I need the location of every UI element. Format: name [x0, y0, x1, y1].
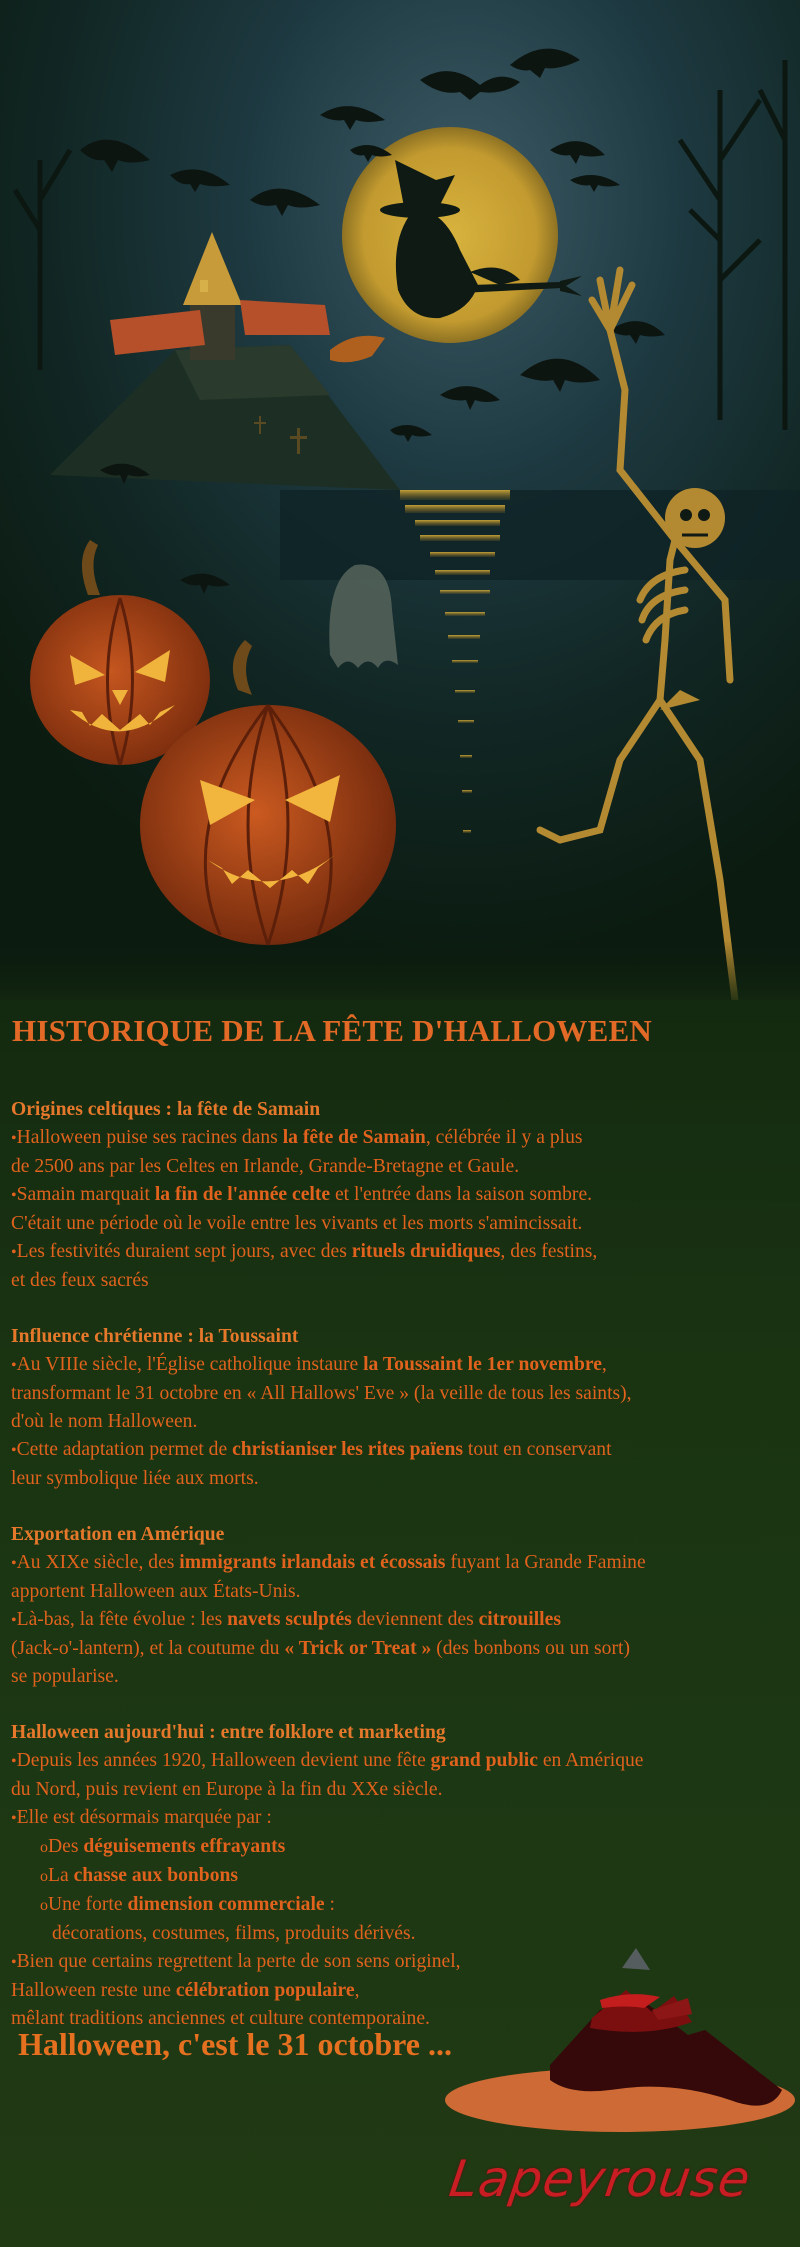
text-line [11, 1776, 796, 1804]
emphasis-text: la Toussaint le 1er novembre [363, 1354, 602, 1375]
text-run: Les festivités duraient sept jours, avec des [16, 1241, 352, 1262]
emphasis-text: citrouilles [478, 1609, 561, 1630]
text-run: , célébrée il y a plus [425, 1127, 583, 1148]
list-item [11, 1606, 796, 1635]
bullet-marker: • [11, 1130, 17, 1147]
bullet-marker: • [11, 1442, 17, 1459]
list-item [11, 1891, 796, 1920]
list-item [11, 1436, 796, 1465]
text-run: en Amérique [537, 1750, 644, 1771]
text-run: C'était une période où le voile entre les vivants et les morts s'amincissait. [11, 1213, 583, 1234]
emphasis-text: immigrants irlandais et écossais [179, 1552, 446, 1573]
closing-line: Halloween, c'est le 31 octobre ... [18, 2026, 452, 2062]
emphasis-text: déguisements effrayants [83, 1836, 286, 1857]
emphasis-text: la fin de l'année celte [154, 1184, 331, 1205]
bullet-marker: • [11, 1555, 17, 1572]
text-run: deviennent des [351, 1609, 479, 1630]
signature: Lapeyrouse [445, 2150, 755, 2208]
list-item [11, 1804, 796, 1833]
bullet-marker: • [11, 1954, 17, 1971]
section [11, 1323, 796, 1493]
list-item [11, 1747, 796, 1776]
emphasis-text: la fête de Samain [282, 1127, 426, 1148]
text-run: décorations, costumes, films, produits dérivés. [52, 1923, 416, 1944]
text-run: Halloween reste une [11, 1980, 176, 2001]
text-run: : [324, 1894, 335, 1915]
text-line [11, 1465, 796, 1493]
list-item [11, 1238, 796, 1267]
halloween-illustration [0, 0, 800, 1010]
text-run: Halloween puise ses racines dans [16, 1127, 283, 1148]
bullet-marker: • [11, 1810, 17, 1827]
emphasis-text: dimension commerciale [127, 1894, 325, 1915]
text-run: Depuis les années 1920, Halloween devient une fête [16, 1750, 431, 1771]
section [11, 1096, 796, 1295]
text-run: (des bonbons ou un sort) [431, 1638, 630, 1659]
list-item [11, 1124, 796, 1153]
text-line [11, 1153, 796, 1181]
list-item [11, 1833, 796, 1862]
text-run: , des festins, [500, 1241, 598, 1262]
sub-bullet-marker: o [40, 1839, 48, 1856]
emphasis-text: navets sculptés [227, 1609, 352, 1630]
page-title: HISTORIQUE DE LA FÊTE D'HALLOWEEN [12, 1013, 652, 1048]
bullet-marker: • [11, 1357, 17, 1374]
article-body [11, 1096, 796, 2061]
text-line [11, 1380, 796, 1408]
text-run: Au XIXe siècle, des [16, 1552, 180, 1573]
bullet-marker: • [11, 1244, 17, 1261]
emphasis-text: christianiser les rites païens [232, 1439, 463, 1460]
section-title: Halloween aujourd'hui : entre folklore et marketing [11, 1722, 446, 1743]
text-line [11, 1267, 796, 1295]
section-title: Origines celtiques : la fête de Samain [11, 1099, 321, 1120]
sub-bullet-marker: o [40, 1868, 48, 1885]
text-run: , [354, 1980, 360, 2001]
text-run: Cette adaptation permet de [16, 1439, 233, 1460]
text-run: apportent Halloween aux États-Unis. [11, 1581, 301, 1602]
list-item [11, 1549, 796, 1578]
section-title: Influence chrétienne : la Toussaint [11, 1326, 299, 1347]
text-run: tout en conservant [463, 1439, 612, 1460]
text-run: se popularise. [11, 1666, 119, 1687]
text-run: d'où le nom Halloween. [11, 1411, 198, 1432]
text-run: leur symbolique liée aux morts. [11, 1468, 259, 1489]
text-run: de 2500 ans par les Celtes en Irlande, Grande-Bretagne et Gaule. [11, 1156, 520, 1177]
list-item [11, 1862, 796, 1891]
text-run: et des feux sacrés [11, 1270, 149, 1291]
text-run: Elle est désormais marquée par : [16, 1807, 272, 1828]
sub-bullet-marker: o [40, 1897, 48, 1914]
emphasis-text: célébration populaire [175, 1980, 355, 2001]
emphasis-text: chasse aux bonbons [73, 1865, 239, 1886]
text-line [11, 1210, 796, 1238]
emphasis-text: « Trick or Treat » [284, 1638, 432, 1659]
text-run: transformant le 31 octobre en « All Hallows' Eve » (la veille de tous les saints), [11, 1383, 632, 1404]
text-line [11, 1578, 796, 1606]
text-run: La [48, 1865, 74, 1886]
text-run: Bien que certains regrettent la perte de son sens originel, [16, 1951, 461, 1972]
text-run: fuyant la Grande Famine [445, 1552, 646, 1573]
bullet-marker: • [11, 1187, 17, 1204]
section-title: Exportation en Amérique [11, 1524, 225, 1545]
text-run: (Jack-o'-lantern), et la coutume du [11, 1638, 285, 1659]
emphasis-text: grand public [430, 1750, 538, 1771]
list-item [11, 1351, 796, 1380]
section [11, 1521, 796, 1691]
text-run: et l'entrée dans la saison sombre. [330, 1184, 593, 1205]
text-run: Une forte [48, 1894, 128, 1915]
bullet-marker: • [11, 1612, 17, 1629]
text-run: Là-bas, la fête évolue : les [16, 1609, 228, 1630]
text-run: Des [48, 1836, 84, 1857]
text-run: Samain marquait [16, 1184, 155, 1205]
text-run: mêlant traditions anciennes et culture contemporaine. [11, 2008, 430, 2029]
text-run: du Nord, puis revient en Europe à la fin du XXe siècle. [11, 1779, 443, 1800]
bullet-marker: • [11, 1753, 17, 1770]
text-run: , [601, 1354, 607, 1375]
text-line [11, 1663, 796, 1691]
text-run: Au VIIIe siècle, l'Église catholique instaure [16, 1354, 364, 1375]
list-item [11, 1181, 796, 1210]
text-line [11, 1408, 796, 1436]
text-line [11, 1635, 796, 1663]
emphasis-text: rituels druidiques [351, 1241, 501, 1262]
